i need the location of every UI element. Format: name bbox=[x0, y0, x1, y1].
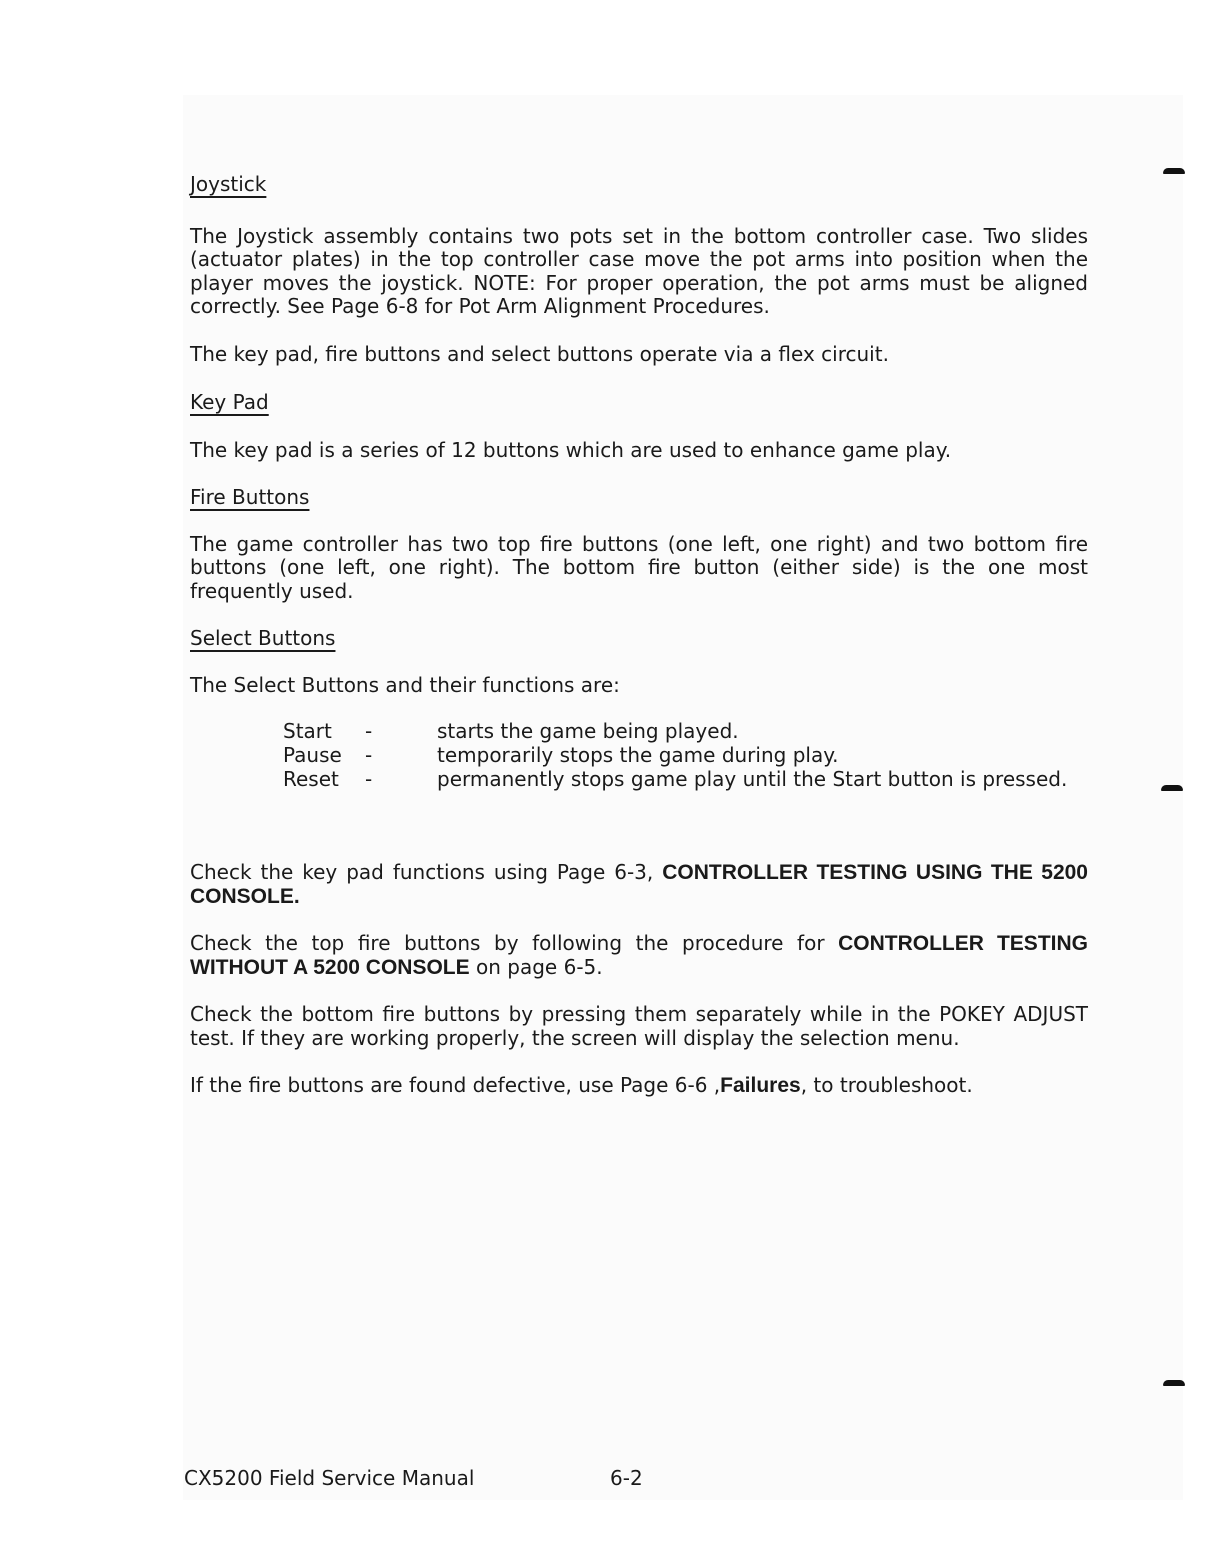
footer-page-number: 6-2 bbox=[610, 1466, 643, 1490]
select-pause-dash: - bbox=[365, 743, 373, 767]
list-item bbox=[283, 767, 1067, 791]
select-reset-name: Reset bbox=[283, 767, 339, 791]
check-bottom-fire-paragraph: Check the bottom fire buttons by pressing them separately while in the POKEY ADJUST test. If they are working properly, the screen will display the selection menu. bbox=[190, 1002, 1088, 1050]
list-item bbox=[283, 719, 1067, 743]
check-top-fire-paragraph bbox=[190, 932, 1088, 979]
select-start-name: Start bbox=[283, 719, 332, 743]
select-start-dash: - bbox=[365, 719, 373, 743]
select-reset-dash: - bbox=[365, 767, 373, 791]
margin-mark-bottom bbox=[1163, 1380, 1185, 1386]
fire-buttons-paragraph: The game controller has two top fire buttons (one left, one right) and two bottom fire buttons (one left, one right). The bottom fire button (either side) is the one most frequently used. bbox=[190, 531, 1088, 603]
check-keypad-reference: CONTROLLER TESTING USING THE 5200 CONSOLE. bbox=[190, 861, 1088, 908]
check-keypad-text: Check the key pad functions using Page 6-3, bbox=[190, 860, 663, 884]
page-content bbox=[190, 172, 1088, 1098]
select-reset-desc: permanently stops game play until the Start button is pressed. bbox=[437, 767, 1068, 791]
flex-circuit-paragraph: The key pad, fire buttons and select buttons operate via a flex circuit. bbox=[190, 341, 889, 366]
margin-mark-middle bbox=[1161, 785, 1183, 791]
footer-manual-title: CX5200 Field Service Manual bbox=[184, 1466, 475, 1490]
keypad-paragraph: The key pad is a series of 12 buttons which are used to enhance game play. bbox=[190, 437, 952, 462]
joystick-paragraph: The Joystick assembly contains two pots set in the bottom controller case. Two slides (actuator plates) in the top controller case move the pot arms into position when the player moves the joystick. NOTE: For proper operation, the pot arms must be aligned correctly. See Page 6-8 for Pot Arm Alignment Procedures. bbox=[190, 223, 1088, 318]
select-buttons-heading: Select Buttons bbox=[190, 626, 336, 650]
check-top-fire-reference: CONTROLLER TESTING WITHOUT A 5200 CONSOLE bbox=[190, 932, 1088, 979]
list-item bbox=[283, 743, 1067, 767]
select-buttons-intro: The Select Buttons and their functions are: bbox=[190, 672, 620, 697]
failures-reference: Failures bbox=[720, 1074, 801, 1097]
select-start-desc: starts the game being played. bbox=[437, 719, 739, 743]
margin-mark-top bbox=[1163, 168, 1185, 174]
check-keypad-paragraph bbox=[190, 861, 1088, 908]
joystick-heading: Joystick bbox=[190, 172, 267, 196]
check-top-fire-text: Check the top fire buttons by following the procedure for bbox=[190, 931, 839, 955]
defective-text-end: , to troubleshoot. bbox=[800, 1073, 973, 1097]
select-pause-name: Pause bbox=[283, 743, 342, 767]
defective-paragraph bbox=[190, 1074, 1088, 1098]
select-pause-desc: temporarily stops the game during play. bbox=[437, 743, 839, 767]
select-buttons-list bbox=[283, 719, 1067, 791]
defective-text: If the fire buttons are found defective, use Page 6-6 , bbox=[190, 1073, 721, 1097]
check-top-fire-page: on page 6-5. bbox=[469, 954, 603, 979]
keypad-heading: Key Pad bbox=[190, 390, 269, 414]
fire-buttons-heading: Fire Buttons bbox=[190, 485, 310, 509]
